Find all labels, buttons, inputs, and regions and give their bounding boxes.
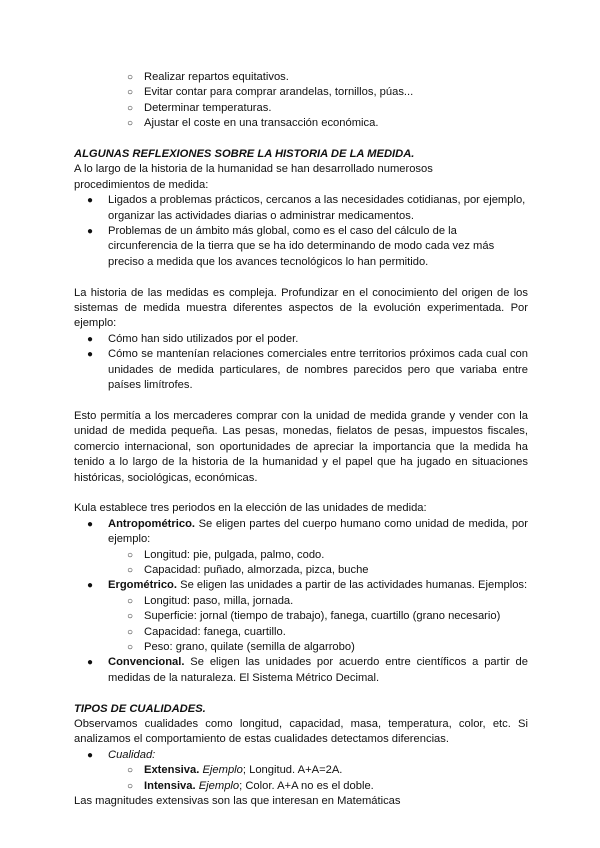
section-heading-history: ALGUNAS REFLEXIONES SOBRE LA HISTORIA DE LA MEDIDA. [74,148,415,161]
circle-bullet-icon: ○ [127,72,134,83]
sub-list [108,594,528,656]
list-item: ○ Longitud: paso, milla, jornada. [74,594,528,609]
circle-bullet-icon: ○ [127,611,134,623]
term: Ergométrico. [108,579,178,592]
bullet-icon: ● [87,580,94,592]
list-item: ○ Capacidad: fanega, cuartillo. [74,625,528,640]
intro-list [74,70,528,132]
bullet-icon: ● [87,195,94,207]
list-item: ● Convencional. Se eligen las unidades por acuerdo entre científicos a partir de medidas de la naturaleza. El Sistema Métrico Decimal. [87,656,528,684]
list-item: ● Cómo se mantenían relaciones comerciales entre territorios próximos cada cual con unidades de medida particulares, de nombres parecidos pero que variaba entre países limítrofes. [87,348,528,392]
circle-bullet-icon: ○ [127,549,134,561]
list-item: ○ Ajustar el coste en una transacción económica. [74,116,528,131]
bullet-list [74,332,528,394]
bullet-list [74,748,528,794]
bullet-icon: ● [87,226,94,238]
paragraph: Las magnitudes extensivas son las que interesan en Matemáticas [74,795,401,808]
list-item: ○ Longitud: pie, pulgada, palmo, codo. [74,548,528,563]
list-item: ○ Realizar repartos equitativos. [74,70,528,85]
paragraph: Observamos cualidades como longitud, capacidad, masa, temperatura, color, etc. Si analizamos el comportamiento de estas cualidades detectamos diferencias. [74,717,528,746]
bullet-icon: ● [87,518,94,530]
list-item: ○ Evitar contar para comprar arandelas, tornillos, púas... [74,85,528,100]
paragraph: Kula establece tres periodos en la elección de las unidades de medida: [74,502,427,515]
periods-list [74,517,528,686]
term: Antropométrico. [108,517,196,530]
section-heading-qualities: TIPOS DE CUALIDADES. [74,702,206,715]
list-item: ● Problemas de un ámbito más global, como es el caso del cálculo de la circunferencia de la tierra que se ha ido determinando de modo cada vez más preciso a medida que los avances tecnológicos lo han permitido. [87,225,495,268]
bullet-icon: ● [87,333,94,345]
circle-bullet-icon: ○ [127,87,134,99]
bullet-icon: ● [87,657,94,669]
circle-bullet-icon: ○ [127,641,134,653]
bullet-list [74,193,528,270]
list-item: ○ Peso: grano, quilate (semilla de algarrobo) [74,640,528,655]
list-item: ○ Extensiva. Ejemplo; Longitud. A+A=2A. [74,763,528,778]
list-item: ● Ligados a problemas prácticos, cercanos a las necesidades cotidianas, por ejemplo, organizar las actividades diarias o administrar medicamentos. [87,194,526,222]
list-item: ● Cómo han sido utilizados por el poder. [74,332,528,347]
paragraph: Esto permitía a los mercaderes comprar con la unidad de medida grande y vender con la unidad de medida pequeña. Las pesas, monedas, fielatos de pesas, impuestos fiscales, comercio internacional, son oportunidades de apreciar la importancia que la medida ha tenido a lo largo de la historia de la humanidad y el papel que ha jugado en situaciones históricas, sociológicas, económicas. [74,409,528,484]
list-item: ● Ergométrico. Se eligen las unidades a partir de las actividades humanas. Ejemplos: ○ Longitud: paso, milla, jornada. ○ Superficie: jornal (tiempo de trabajo), fanega, cuartillo (grano necesario) ○ Capacidad: fanega, cuartillo. ○ Peso: grano, quilate (semilla de algarrobo) [74,578,528,655]
paragraph: La historia de las medidas es compleja. Profundizar en el conocimiento del origen de los sistemas de medida muestra diferentes aspectos de la evolución experimentada. Por ejemplo: [74,286,528,330]
bullet-icon: ● [87,349,94,361]
list-item: ○ Superficie: jornal (tiempo de trabajo), fanega, cuartillo (grano necesario) [74,609,528,624]
circle-bullet-icon: ○ [127,118,134,130]
list-item: ● Antropométrico. Se eligen partes del cuerpo humano como unidad de medida, por ejemplo: ○ Longitud: pie, pulgada, palmo, codo. ○ Capacidad: puñado, almorzada, pizca, buche [74,517,528,579]
circle-bullet-icon: ○ [127,564,134,576]
circle-bullet-icon: ○ [127,102,134,114]
document-content [74,70,528,809]
circle-bullet-icon: ○ [127,595,134,607]
circle-bullet-icon: ○ [127,780,134,792]
list-item: ○ Capacidad: puñado, almorzada, pizca, buche [74,563,528,578]
bullet-icon: ● [87,749,94,761]
list-item: ● Cualidad: ○ Extensiva. Ejemplo; Longitud. A+A=2A. ○ Intensiva. Ejemplo; Color. A+A no es el doble. [74,748,528,794]
term: Convencional. [108,656,185,669]
paragraph: A lo largo de la historia de la humanidad se han desarrollado numerosos [74,163,433,176]
paragraph: procedimientos de medida: [74,178,209,191]
list-item: ○ Intensiva. Ejemplo; Color. A+A no es el doble. [74,779,528,794]
circle-bullet-icon: ○ [127,626,134,638]
sub-list [108,763,528,794]
list-item: ○ Determinar temperaturas. [74,101,528,116]
sub-list [108,548,528,579]
circle-bullet-icon: ○ [127,765,134,777]
